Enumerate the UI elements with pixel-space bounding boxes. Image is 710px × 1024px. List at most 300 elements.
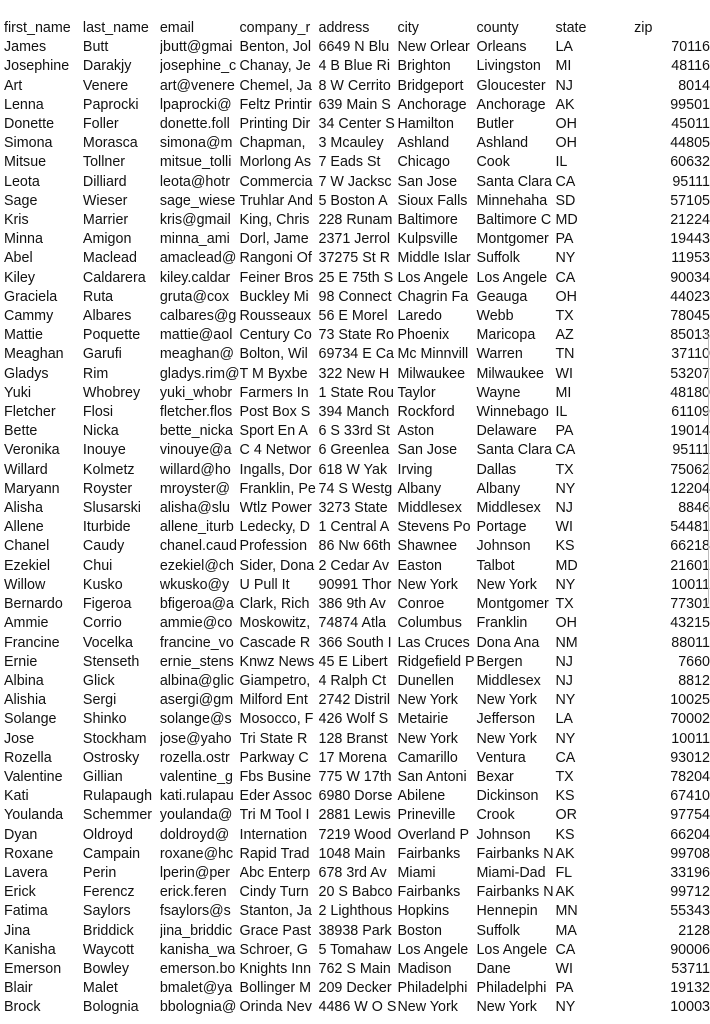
email-cell[interactable]: erick.feren: [159, 884, 227, 901]
county-cell[interactable]: Wayne: [476, 384, 521, 401]
zip-cell[interactable]: 78045: [670, 308, 710, 325]
company-cell[interactable]: Orinda Nev: [239, 999, 312, 1016]
company-cell[interactable]: Cindy Turn: [239, 884, 309, 901]
city-cell[interactable]: Hamilton: [397, 116, 454, 133]
address-cell[interactable]: 322 New H: [318, 365, 390, 382]
county-cell[interactable]: Johnson: [476, 826, 531, 843]
county-cell[interactable]: Bergen: [476, 653, 523, 670]
state-cell[interactable]: OH: [555, 615, 577, 632]
company-cell[interactable]: Tri M Tool I: [239, 807, 310, 824]
city-cell[interactable]: New York: [397, 576, 458, 593]
city-cell[interactable]: Taylor: [397, 384, 436, 401]
email-cell[interactable]: chanel.caud: [159, 538, 237, 555]
company-cell[interactable]: Clark, Rich: [239, 596, 310, 613]
state-cell[interactable]: KS: [555, 788, 575, 805]
last-name-cell[interactable]: Inouye: [82, 442, 126, 459]
address-cell[interactable]: 3 Mcauley: [318, 135, 384, 152]
zip-cell[interactable]: 8812: [678, 672, 710, 689]
first-name-cell[interactable]: Blair: [4, 980, 33, 997]
state-cell[interactable]: OR: [555, 807, 577, 824]
company-cell[interactable]: Printing Dir: [239, 116, 311, 133]
state-cell[interactable]: NJ: [555, 77, 573, 94]
address-cell[interactable]: 394 Manch: [318, 404, 390, 421]
address-cell[interactable]: 8 W Cerrito: [318, 77, 391, 94]
address-cell[interactable]: 775 W 17th: [318, 768, 392, 785]
address-cell[interactable]: 7 Eads St: [318, 154, 381, 171]
last-name-cell[interactable]: Campain: [82, 845, 141, 862]
county-cell[interactable]: Ventura: [476, 749, 526, 766]
address-cell[interactable]: 5 Tomahaw: [318, 941, 392, 958]
address-cell[interactable]: 56 E Morel: [318, 308, 388, 325]
state-cell[interactable]: NJ: [555, 672, 573, 689]
city-cell[interactable]: Chagrin Fa: [397, 288, 469, 305]
first-name-cell[interactable]: Jina: [4, 922, 31, 939]
last-name-cell[interactable]: Bowley: [82, 960, 130, 977]
first-name-cell[interactable]: Erick: [4, 884, 36, 901]
last-name-cell[interactable]: Oldroyd: [82, 826, 133, 843]
email-cell[interactable]: mitsue_tolli: [159, 154, 232, 171]
email-cell[interactable]: bmalet@ya: [159, 980, 233, 997]
company-cell[interactable]: Cascade R: [239, 634, 311, 651]
email-cell[interactable]: wkusko@y: [159, 576, 230, 593]
state-cell[interactable]: SD: [555, 192, 576, 209]
email-cell[interactable]: vinouye@a: [159, 442, 232, 459]
email-cell[interactable]: emerson.bo: [159, 960, 236, 977]
company-cell[interactable]: Milford Ent: [239, 692, 308, 709]
county-cell[interactable]: Johnson: [476, 538, 531, 555]
address-cell[interactable]: 366 South I: [318, 634, 392, 651]
first-name-cell[interactable]: Willow: [4, 576, 46, 593]
first-name-cell[interactable]: Francine: [4, 634, 60, 651]
zip-cell[interactable]: 99501: [670, 96, 710, 113]
last-name-cell[interactable]: Butt: [82, 39, 109, 56]
city-cell[interactable]: Camarillo: [397, 749, 458, 766]
county-cell[interactable]: Talbot: [476, 557, 515, 574]
city-cell[interactable]: Ashland: [397, 135, 450, 152]
email-cell[interactable]: lperin@per: [159, 864, 231, 881]
company-cell[interactable]: Franklin, Pe: [239, 480, 316, 497]
address-cell[interactable]: 678 3rd Av: [318, 864, 387, 881]
first-name-cell[interactable]: Kati: [4, 788, 29, 805]
last-name-cell[interactable]: Dilliard: [82, 173, 127, 190]
state-cell[interactable]: LA: [555, 39, 573, 56]
state-cell[interactable]: TX: [555, 461, 574, 478]
company-cell[interactable]: Mosocco, F: [239, 711, 314, 728]
company-cell[interactable]: Commercia: [239, 173, 313, 190]
city-cell[interactable]: Phoenix: [397, 327, 450, 344]
city-cell[interactable]: Los Angele: [397, 269, 469, 286]
county-cell[interactable]: Gloucester: [476, 77, 546, 94]
county-cell[interactable]: Delaware: [476, 423, 537, 440]
county-cell[interactable]: Dickinson: [476, 788, 539, 805]
company-cell[interactable]: Ingalls, Dor: [239, 461, 312, 478]
email-cell[interactable]: meaghan@: [159, 346, 234, 363]
company-cell[interactable]: Tri State R: [239, 730, 308, 747]
first-name-cell[interactable]: Allene: [4, 519, 44, 536]
city-cell[interactable]: Brighton: [397, 58, 451, 75]
city-cell[interactable]: Fairbanks: [397, 845, 461, 862]
county-cell[interactable]: Fairbanks N: [476, 845, 554, 862]
last-name-cell[interactable]: Flosi: [82, 404, 114, 421]
column-header-address[interactable]: address: [318, 20, 370, 36]
first-name-cell[interactable]: James: [4, 39, 47, 56]
state-cell[interactable]: MI: [555, 384, 572, 401]
county-cell[interactable]: Orleans: [476, 39, 527, 56]
zip-cell[interactable]: 90034: [670, 269, 710, 286]
zip-cell[interactable]: 45011: [671, 116, 710, 133]
city-cell[interactable]: San Antoni: [397, 768, 467, 785]
address-cell[interactable]: 2 Cedar Av: [318, 557, 389, 574]
first-name-cell[interactable]: Donette: [4, 116, 55, 133]
state-cell[interactable]: CA: [555, 269, 576, 286]
first-name-cell[interactable]: Abel: [4, 250, 33, 267]
state-cell[interactable]: MI: [555, 58, 572, 75]
state-cell[interactable]: AK: [555, 884, 575, 901]
state-cell[interactable]: MA: [555, 922, 577, 939]
city-cell[interactable]: Overland P: [397, 826, 470, 843]
city-cell[interactable]: Las Cruces: [397, 634, 470, 651]
last-name-cell[interactable]: Glick: [82, 672, 115, 689]
city-cell[interactable]: Albany: [397, 480, 442, 497]
first-name-cell[interactable]: Roxane: [4, 845, 54, 862]
company-cell[interactable]: U Pull It: [239, 576, 290, 593]
address-cell[interactable]: 639 Main S: [318, 96, 391, 113]
city-cell[interactable]: Abilene: [397, 788, 446, 805]
zip-cell[interactable]: 8846: [678, 500, 710, 517]
zip-cell[interactable]: 54481: [670, 519, 710, 536]
state-cell[interactable]: MD: [555, 212, 578, 229]
county-cell[interactable]: Ashland: [476, 135, 529, 152]
county-cell[interactable]: Suffolk: [476, 922, 520, 939]
email-cell[interactable]: josephine_c: [159, 58, 237, 75]
first-name-cell[interactable]: Gladys: [4, 365, 49, 382]
zip-cell[interactable]: 10011: [671, 576, 710, 593]
email-cell[interactable]: simona@m: [159, 135, 233, 152]
last-name-cell[interactable]: Slusarski: [82, 500, 141, 517]
first-name-cell[interactable]: Alisha: [4, 500, 43, 517]
company-cell[interactable]: Schroer, G: [239, 941, 308, 958]
zip-cell[interactable]: 77301: [670, 596, 710, 613]
state-cell[interactable]: CA: [555, 442, 576, 459]
city-cell[interactable]: Hopkins: [397, 903, 450, 920]
city-cell[interactable]: Dunellen: [397, 672, 454, 689]
state-cell[interactable]: CA: [555, 173, 576, 190]
county-cell[interactable]: Los Angele: [476, 941, 548, 958]
email-cell[interactable]: allene_iturb: [159, 519, 234, 536]
email-cell[interactable]: ernie_stens: [159, 653, 234, 670]
zip-cell[interactable]: 70002: [670, 711, 710, 728]
county-cell[interactable]: Santa Clara: [476, 442, 552, 459]
zip-cell[interactable]: 37110: [671, 346, 710, 363]
first-name-cell[interactable]: Rozella: [4, 749, 52, 766]
state-cell[interactable]: NY: [555, 576, 576, 593]
last-name-cell[interactable]: Tollner: [82, 154, 126, 171]
email-cell[interactable]: kati.rulapau: [159, 788, 234, 805]
city-cell[interactable]: New York: [397, 692, 458, 709]
company-cell[interactable]: T M Byxbe: [239, 365, 308, 382]
address-cell[interactable]: 2742 Distril: [318, 692, 391, 709]
zip-cell[interactable]: 33196: [670, 864, 710, 881]
zip-cell[interactable]: 78204: [670, 768, 710, 785]
address-cell[interactable]: 37275 St R: [318, 250, 391, 267]
address-cell[interactable]: 228 Runam: [318, 212, 393, 229]
zip-cell[interactable]: 99708: [670, 845, 710, 862]
first-name-cell[interactable]: Kris: [4, 212, 29, 229]
last-name-cell[interactable]: Figeroa: [82, 596, 132, 613]
email-cell[interactable]: kiley.caldar: [159, 269, 231, 286]
last-name-cell[interactable]: Paprocki: [82, 96, 139, 113]
first-name-cell[interactable]: Brock: [4, 999, 41, 1016]
zip-cell[interactable]: 61109: [671, 404, 710, 421]
county-cell[interactable]: Miami-Dad: [476, 864, 546, 881]
zip-cell[interactable]: 95111: [672, 442, 710, 459]
email-cell[interactable]: alisha@slu: [159, 500, 231, 517]
zip-cell[interactable]: 19014: [670, 423, 710, 440]
last-name-cell[interactable]: Caldarera: [82, 269, 146, 286]
email-cell[interactable]: roxane@hc: [159, 845, 234, 862]
city-cell[interactable]: Aston: [397, 423, 435, 440]
state-cell[interactable]: LA: [555, 711, 573, 728]
state-cell[interactable]: CA: [555, 749, 576, 766]
state-cell[interactable]: FL: [555, 864, 573, 881]
column-header-first-name[interactable]: first_name: [4, 20, 71, 36]
county-cell[interactable]: New York: [476, 730, 537, 747]
company-cell[interactable]: Profession: [239, 538, 308, 555]
last-name-cell[interactable]: Rulapaugh: [82, 788, 153, 805]
last-name-cell[interactable]: Briddick: [82, 922, 134, 939]
county-cell[interactable]: Minnehaha: [476, 192, 548, 209]
last-name-cell[interactable]: Rim: [82, 365, 109, 382]
last-name-cell[interactable]: Shinko: [82, 711, 127, 728]
county-cell[interactable]: Crook: [476, 807, 515, 824]
first-name-cell[interactable]: Yuki: [4, 384, 32, 401]
zip-cell[interactable]: 8014: [678, 77, 710, 94]
last-name-cell[interactable]: Sergi: [82, 692, 117, 709]
last-name-cell[interactable]: Whobrey: [82, 384, 141, 401]
county-cell[interactable]: Jefferson: [476, 711, 536, 728]
last-name-cell[interactable]: Darakjy: [82, 58, 132, 75]
zip-cell[interactable]: 21601: [670, 557, 710, 574]
address-cell[interactable]: 25 E 75th S: [318, 269, 394, 286]
last-name-cell[interactable]: Waycott: [82, 941, 135, 958]
city-cell[interactable]: Middlesex: [397, 500, 462, 517]
first-name-cell[interactable]: Leota: [4, 173, 40, 190]
company-cell[interactable]: Abc Enterp: [239, 864, 311, 881]
first-name-cell[interactable]: Graciela: [4, 288, 58, 305]
email-cell[interactable]: francine_vo: [159, 634, 234, 651]
zip-cell[interactable]: 21224: [670, 212, 710, 229]
city-cell[interactable]: Easton: [397, 557, 442, 574]
address-cell[interactable]: 74874 Atla: [318, 615, 387, 632]
state-cell[interactable]: WI: [555, 960, 573, 977]
company-cell[interactable]: Buckley Mi: [239, 288, 309, 305]
email-cell[interactable]: bette_nicka: [159, 423, 233, 440]
city-cell[interactable]: Kulpsville: [397, 231, 458, 248]
company-cell[interactable]: Farmers In: [239, 384, 309, 401]
address-cell[interactable]: 45 E Libert: [318, 653, 388, 670]
company-cell[interactable]: Internation: [239, 826, 308, 843]
state-cell[interactable]: NY: [555, 999, 576, 1016]
company-cell[interactable]: Stanton, Ja: [239, 903, 312, 920]
first-name-cell[interactable]: Valentine: [4, 768, 63, 785]
state-cell[interactable]: IL: [555, 154, 568, 171]
first-name-cell[interactable]: Simona: [4, 135, 53, 152]
company-cell[interactable]: Chapman,: [239, 135, 306, 152]
email-cell[interactable]: donette.foll: [159, 116, 230, 133]
city-cell[interactable]: Bridgeport: [397, 77, 464, 94]
zip-cell[interactable]: 44023: [670, 288, 710, 305]
company-cell[interactable]: Benton, Jol: [239, 39, 312, 56]
address-cell[interactable]: 2881 Lewis: [318, 807, 391, 824]
state-cell[interactable]: KS: [555, 538, 575, 555]
column-header-city[interactable]: city: [397, 20, 419, 36]
email-cell[interactable]: jbutt@gmai: [159, 39, 233, 56]
last-name-cell[interactable]: Perin: [82, 864, 117, 881]
email-cell[interactable]: fsaylors@s: [159, 903, 231, 920]
zip-cell[interactable]: 48116: [671, 58, 710, 75]
email-cell[interactable]: solange@s: [159, 711, 232, 728]
last-name-cell[interactable]: Maclead: [82, 250, 137, 267]
zip-cell[interactable]: 53711: [671, 960, 710, 977]
email-cell[interactable]: kris@gmail: [159, 212, 231, 229]
state-cell[interactable]: KS: [555, 826, 575, 843]
county-cell[interactable]: Livingston: [476, 58, 541, 75]
email-cell[interactable]: minna_ami: [159, 231, 230, 248]
company-cell[interactable]: Post Box S: [239, 404, 311, 421]
column-header-zip[interactable]: zip: [634, 20, 653, 36]
city-cell[interactable]: San Jose: [397, 442, 458, 459]
address-cell[interactable]: 3273 State: [318, 500, 388, 517]
email-cell[interactable]: lpaprocki@: [159, 96, 232, 113]
company-cell[interactable]: Fbs Busine: [239, 768, 312, 785]
state-cell[interactable]: AK: [555, 845, 575, 862]
address-cell[interactable]: 4 Ralph Ct: [318, 672, 387, 689]
company-cell[interactable]: Sider, Dona: [239, 557, 315, 574]
county-cell[interactable]: Montgomer: [476, 231, 549, 248]
last-name-cell[interactable]: Caudy: [82, 538, 125, 555]
company-cell[interactable]: Truhlar And: [239, 192, 313, 209]
first-name-cell[interactable]: Chanel: [4, 538, 50, 555]
state-cell[interactable]: NY: [555, 480, 576, 497]
first-name-cell[interactable]: Mitsue: [4, 154, 47, 171]
company-cell[interactable]: Feltz Printir: [239, 96, 312, 113]
city-cell[interactable]: Ridgefield P: [397, 653, 475, 670]
email-cell[interactable]: asergi@gm: [159, 692, 234, 709]
last-name-cell[interactable]: Albares: [82, 308, 132, 325]
address-cell[interactable]: 1 Central A: [318, 519, 390, 536]
city-cell[interactable]: Shawnee: [397, 538, 458, 555]
state-cell[interactable]: PA: [555, 980, 574, 997]
first-name-cell[interactable]: Ernie: [4, 653, 38, 670]
state-cell[interactable]: OH: [555, 135, 577, 152]
address-cell[interactable]: 426 Wolf S: [318, 711, 389, 728]
last-name-cell[interactable]: Saylors: [82, 903, 131, 920]
state-cell[interactable]: PA: [555, 423, 574, 440]
company-cell[interactable]: Bollinger M: [239, 980, 312, 997]
email-cell[interactable]: mroyster@: [159, 480, 230, 497]
first-name-cell[interactable]: Albina: [4, 672, 44, 689]
company-cell[interactable]: Sport En A: [239, 423, 308, 440]
zip-cell[interactable]: 10003: [670, 999, 710, 1016]
email-cell[interactable]: art@venere: [159, 77, 235, 94]
state-cell[interactable]: NJ: [555, 653, 573, 670]
first-name-cell[interactable]: Lavera: [4, 864, 48, 881]
address-cell[interactable]: 4486 W O S: [318, 999, 397, 1016]
email-cell[interactable]: gladys.rim@: [159, 365, 240, 382]
zip-cell[interactable]: 19443: [670, 231, 710, 248]
email-cell[interactable]: youlanda@: [159, 807, 233, 824]
address-cell[interactable]: 20 S Babco: [318, 884, 393, 901]
zip-cell[interactable]: 7660: [678, 653, 710, 670]
zip-cell[interactable]: 44805: [670, 135, 710, 152]
first-name-cell[interactable]: Ammie: [4, 615, 49, 632]
last-name-cell[interactable]: Schemmer: [82, 807, 153, 824]
state-cell[interactable]: NY: [555, 250, 576, 267]
state-cell[interactable]: TX: [555, 596, 574, 613]
city-cell[interactable]: Philadelphi: [397, 980, 468, 997]
first-name-cell[interactable]: Ezekiel: [4, 557, 51, 574]
company-cell[interactable]: Feiner Bros: [239, 269, 314, 286]
zip-cell[interactable]: 12204: [670, 480, 710, 497]
county-cell[interactable]: New York: [476, 999, 537, 1016]
county-cell[interactable]: Webb: [476, 308, 514, 325]
first-name-cell[interactable]: Bette: [4, 423, 38, 440]
address-cell[interactable]: 2371 Jerrol: [318, 231, 391, 248]
company-cell[interactable]: Grace Past: [239, 922, 312, 939]
company-cell[interactable]: Rapid Trad: [239, 845, 310, 862]
last-name-cell[interactable]: Gillian: [82, 768, 123, 785]
company-cell[interactable]: Eder Assoc: [239, 788, 312, 805]
last-name-cell[interactable]: Stockham: [82, 730, 147, 747]
address-cell[interactable]: 6 S 33rd St: [318, 423, 391, 440]
company-cell[interactable]: Wtlz Power: [239, 500, 312, 517]
city-cell[interactable]: Rockford: [397, 404, 455, 421]
county-cell[interactable]: Butler: [476, 116, 514, 133]
county-cell[interactable]: Fairbanks N: [476, 884, 554, 901]
county-cell[interactable]: Bexar: [476, 768, 514, 785]
first-name-cell[interactable]: Fatima: [4, 903, 48, 920]
last-name-cell[interactable]: Wieser: [82, 192, 128, 209]
email-cell[interactable]: valentine_g: [159, 768, 233, 785]
state-cell[interactable]: WI: [555, 365, 573, 382]
city-cell[interactable]: Fairbanks: [397, 884, 461, 901]
email-cell[interactable]: sage_wiese: [159, 192, 236, 209]
state-cell[interactable]: WI: [555, 519, 573, 536]
first-name-cell[interactable]: Mattie: [4, 327, 43, 344]
city-cell[interactable]: Madison: [397, 960, 452, 977]
zip-cell[interactable]: 93012: [670, 749, 710, 766]
zip-cell[interactable]: 2128: [678, 922, 710, 939]
last-name-cell[interactable]: Vocelka: [82, 634, 133, 651]
email-cell[interactable]: doldroyd@: [159, 826, 230, 843]
address-cell[interactable]: 2 Lighthous: [318, 903, 393, 920]
state-cell[interactable]: TN: [555, 346, 575, 363]
zip-cell[interactable]: 43215: [670, 615, 710, 632]
email-cell[interactable]: amaclead@: [159, 250, 237, 267]
email-cell[interactable]: leota@hotr: [159, 173, 231, 190]
city-cell[interactable]: Miami: [397, 864, 436, 881]
first-name-cell[interactable]: Art: [4, 77, 23, 94]
company-cell[interactable]: C 4 Networ: [239, 442, 312, 459]
address-cell[interactable]: 86 Nw 66th: [318, 538, 391, 555]
last-name-cell[interactable]: Ostrosky: [82, 749, 140, 766]
city-cell[interactable]: San Jose: [397, 173, 458, 190]
company-cell[interactable]: Dorl, Jame: [239, 231, 309, 248]
zip-cell[interactable]: 11953: [671, 250, 710, 267]
first-name-cell[interactable]: Bernardo: [4, 596, 63, 613]
county-cell[interactable]: Geauga: [476, 288, 528, 305]
email-cell[interactable]: jose@yaho: [159, 730, 232, 747]
